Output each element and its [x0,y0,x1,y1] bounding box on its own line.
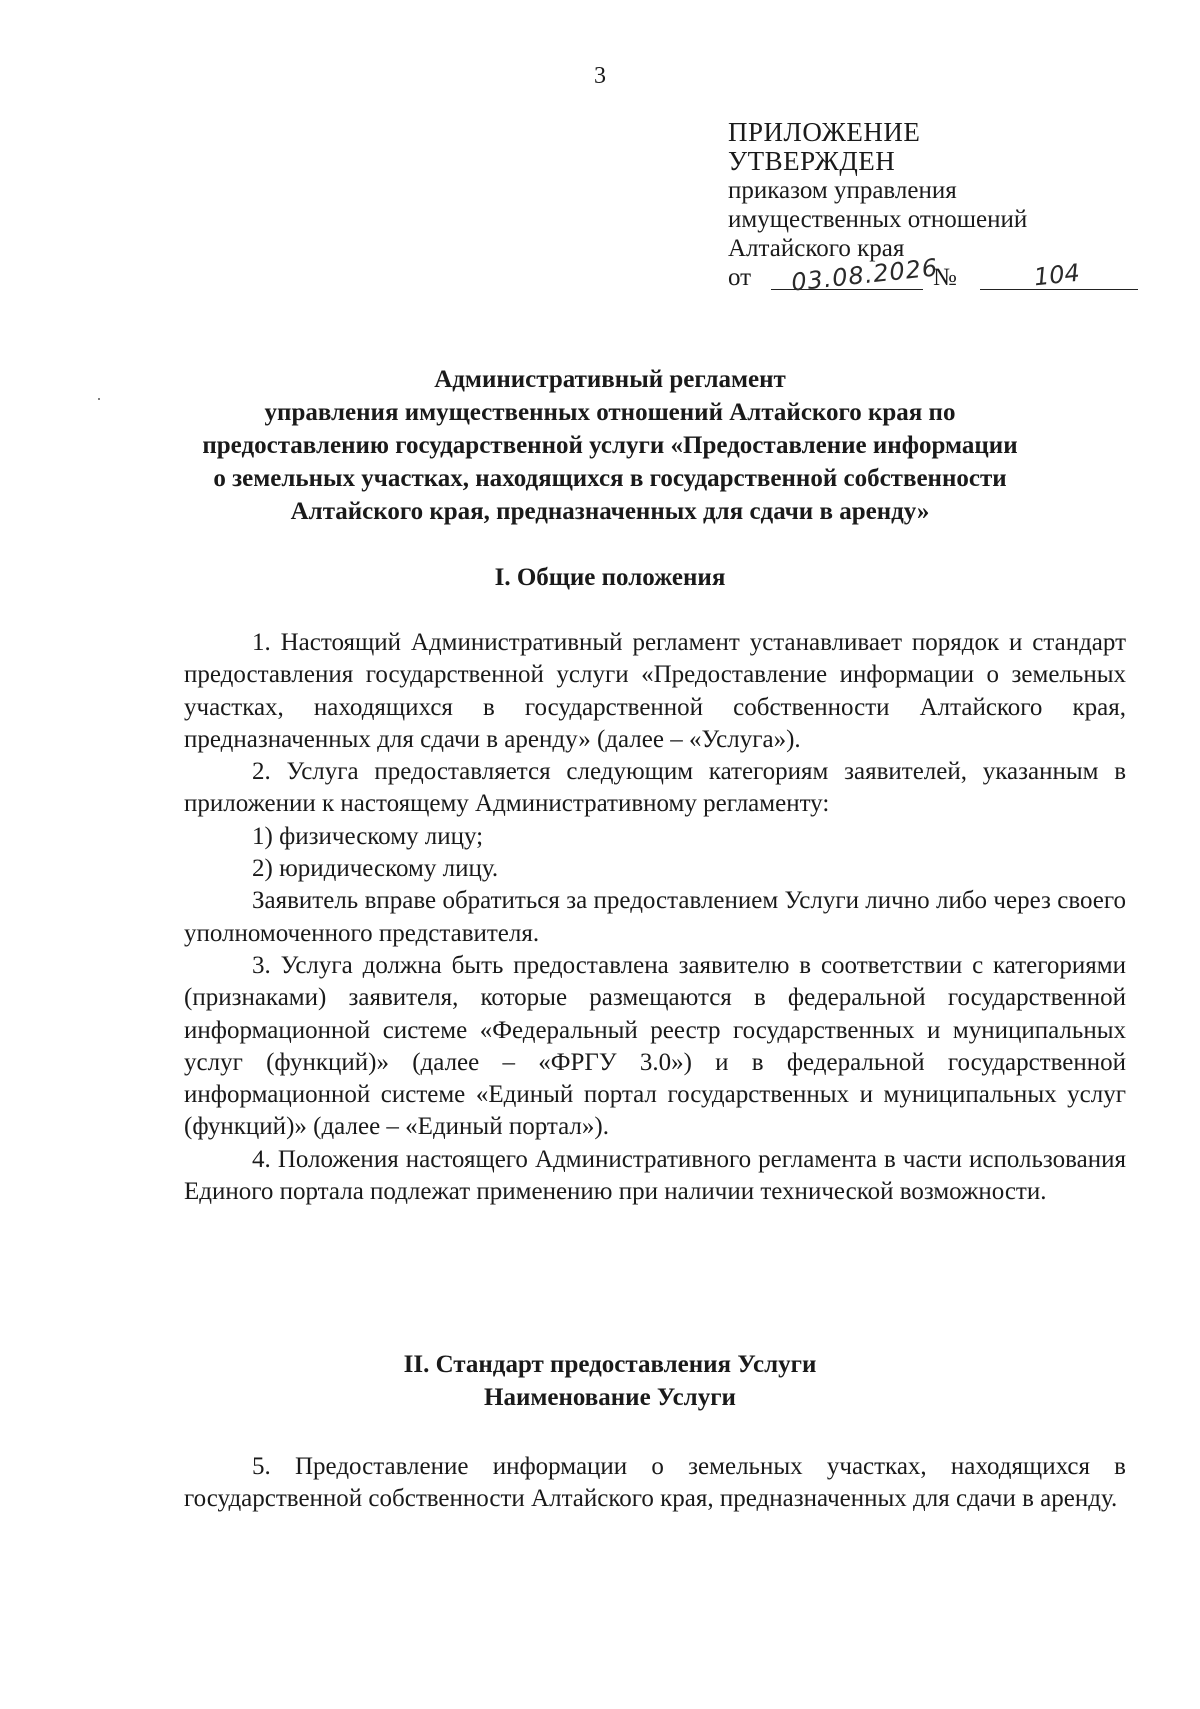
approval-line-department: имущественных отношений [728,206,1028,233]
section-2-body [184,1451,1126,1516]
paragraph-3: 3. Услуга должна быть предоставлена заявителю в соответствии с категориями (признаками) заявителя, которые размещаются в федеральной государственной информационной системе «Федеральный реестр государственных и муниципальных услуг (функций)» (далее – «ФРГУ 3.0») и в федеральной государственной информационной системе «Единый портал государственных и муниципальных услуг (функций)» (далее – «Единый портал»). [184,951,1126,1141]
title-line: Алтайского края, предназначенных для сдачи в аренду» [290,498,930,525]
title-line: предоставлению государственной услуги «Предоставление информации [202,432,1018,459]
title-line: Административный регламент [434,366,786,393]
section-1-body [184,627,1126,1208]
number-sign: № [933,264,957,291]
list-item-legal-entity: 2) юридическому лицу. [252,855,499,883]
service-name-heading: Наименование Услуги [484,1384,736,1411]
date-prefix: от [728,264,752,291]
approval-date-number-row [728,253,1148,297]
handwritten-number: 104 [1032,258,1082,292]
approval-heading: ПРИЛОЖЕНИЕ [728,117,921,147]
approval-line-region: Алтайского края [728,235,905,262]
section-2-heading: II. Стандарт предоставления Услуги [403,1351,817,1378]
page-number: 3 [594,63,606,89]
paragraph-4: 4. Положения настоящего Административного регламента в части использования Единого портала подлежат применению при наличии технической возможности. [184,1145,1126,1206]
paragraph-5: 5. Предоставление информации о земельных участках, находящихся в государственной собственности Алтайского края, предназначенных для сдачи в аренду. [184,1453,1126,1513]
paragraph-1: 1. Настоящий Административный регламент устанавливает порядок и стандарт предоставления государственной услуги «Предоставление информации о земельных участках, находящихся в государственной собственности Алтайского края, предназначенных для сдачи в аренду» (далее – «Услуга»). [184,629,1126,753]
paragraph-2: 2. Услуга предоставляется следующим категориям заявителей, указанным в приложении к настоящему Административному регламенту: [184,758,1126,818]
approval-line-order: приказом управления [728,177,957,204]
approved-label: УТВЕРЖДЕН [728,146,896,176]
title-line: управления имущественных отношений Алтайского края по [264,399,956,426]
paragraph-representative: Заявитель вправе обратиться за предоставлением Услуги лично либо через своего уполномоченного представителя. [184,887,1126,947]
title-line: о земельных участках, находящихся в государственной собственности [213,465,1007,492]
handwritten-date: 03.08.2026 [789,253,940,297]
list-item-individual: 1) физическому лицу; [252,822,484,850]
approval-block [728,118,1148,297]
scan-speck [98,398,100,400]
section-1-heading: I. Общие положения [494,564,726,591]
document-title [160,363,1060,528]
